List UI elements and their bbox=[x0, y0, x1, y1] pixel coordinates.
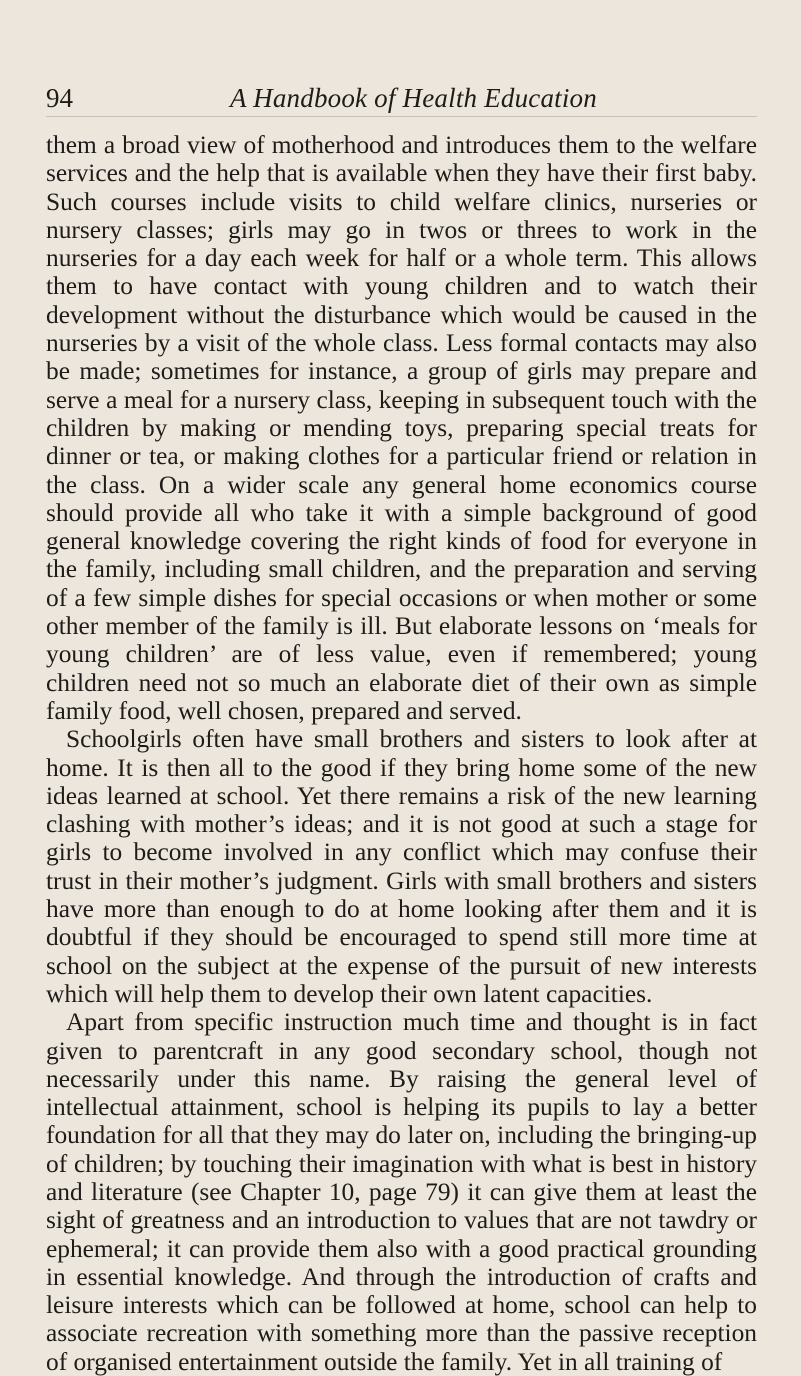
paragraph-3: Apart from specific instruction much time and thought is in fact given to parentcraft in any good secondary school, though not necessarily under this name. By raising the general level of intellectual attainment, school is helping its pupils to lay a better foundation for all that they may do later on, including the bringing-up of children; by touching their imagination with what is best in history and literature (see Chapter 10, page 79) it can give them at least the sight of greatness and an introduction to values that are not tawdry or ephemeral; it can provide them also with a good practical grounding in essential knowledge. And through the introduction of crafts and leisure interests which can be followed at home, school can help to associate recreation with something more than the passive reception of organised entertainment outside the family. Yet in all training of bbox=[46, 1008, 757, 1376]
page-number: 94 bbox=[46, 83, 73, 113]
body-text bbox=[46, 131, 757, 1376]
running-head bbox=[46, 80, 757, 117]
book-title: A Handbook of Health Education bbox=[230, 83, 597, 113]
paragraph-2: Schoolgirls often have small brothers and sisters to look after at home. It is then all to the good if they bring home some of the new ideas learned at school. Yet there remains a risk of the new learning clashing with mother’s ideas; and it is not good at such a stage for girls to become involved in any conflict which may confuse their trust in their mother’s judgment. Girls with small brothers and sisters have more than enough to do at home looking after them and it is doubtful if they should be encouraged to spend still more time at school on the subject at the expense of the pursuit of new interests which will help them to develop their own latent capacities. bbox=[46, 725, 757, 1008]
paragraph-1: them a broad view of motherhood and introduces them to the welfare services and the help that is available when they have their first baby. Such courses include visits to child welfare clinics, nurseries or nursery classes; girls may go in twos or threes to work in the nurseries for a day each week for half or a whole term. This allows them to have contact with young children and to watch their development without the disturbance which would be caused in the nurseries by a visit of the whole class. Less formal contacts may also be made; sometimes for instance, a group of girls may prepare and serve a meal for a nursery class, keeping in subsequent touch with the children by making or mending toys, preparing special treats for dinner or tea, or making clothes for a particular friend or relation in the class. On a wider scale any general home economics course should provide all who take it with a simple background of good general knowledge covering the right kinds of food for everyone in the family, including small children, and the preparation and serving of a few simple dishes for special occasions or when mother or some other member of the family is ill. But elaborate lessons on ‘meals for young children’ are of less value, even if remembered; young children need not so much an elaborate diet of their own as simple family food, well chosen, prepared and served. bbox=[46, 131, 757, 725]
